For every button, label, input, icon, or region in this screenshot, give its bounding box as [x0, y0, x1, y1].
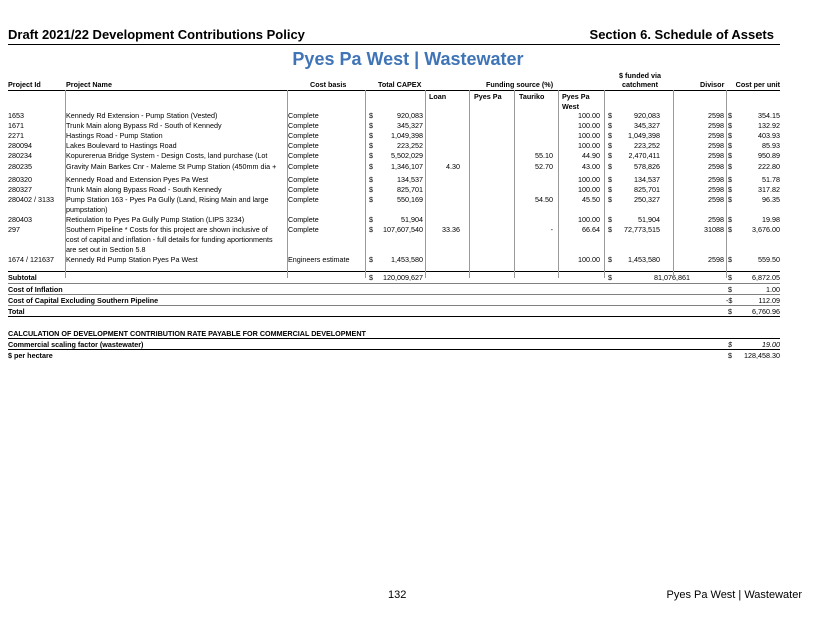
cell-pyes-pa-west: 100.00	[578, 175, 600, 184]
cell-cpu-symbol: $	[728, 175, 732, 184]
header-row-main	[8, 80, 780, 90]
cell-project-id: 280234	[8, 151, 32, 160]
data-rows	[8, 111, 780, 271]
cell-cpu-symbol: $	[728, 215, 732, 224]
cell-cost-per-unit: 222.80	[758, 162, 780, 171]
cell-funded: 345,327	[634, 121, 660, 130]
cell-tauriko: 54.50	[535, 195, 553, 204]
cell-cpu-symbol: $	[728, 225, 732, 234]
cell-pyes-pa-west: 43.00	[582, 162, 600, 171]
cell-total-capex: 550,169	[397, 195, 423, 204]
cell-project-id: 280403	[8, 215, 32, 224]
cell-cost-per-unit: 3,676.00	[752, 225, 780, 234]
cell-project-name: Kennedy Rd Extension - Pump Station (Vested)	[66, 111, 218, 120]
cell-capex-symbol: $	[369, 255, 373, 264]
cell-divisor: 31088	[704, 225, 724, 234]
cell-cost-basis: Complete	[288, 195, 319, 204]
cell-cost-basis: Complete	[288, 185, 319, 194]
page-title: Pyes Pa West | Wastewater	[292, 49, 524, 69]
cell-cpu-symbol: $	[728, 195, 732, 204]
cell-funded: 1,453,580	[628, 255, 660, 264]
document-title: Draft 2021/22 Development Contributions Policy	[8, 27, 305, 42]
cell-pyes-pa-west: 100.00	[578, 111, 600, 120]
table-row	[8, 131, 780, 141]
cell-total-capex: 223,252	[397, 141, 423, 150]
cell-total-capex: 134,537	[397, 175, 423, 184]
cell-capex-symbol: $	[369, 111, 373, 120]
per-hectare-row	[8, 350, 780, 360]
col-funded-via-line2: catchment	[622, 80, 658, 89]
cell-capex-symbol: $	[369, 185, 373, 194]
cell-total-capex: 51,904	[401, 215, 423, 224]
cell-pyes-pa-west: 45.50	[582, 195, 600, 204]
cell-project-id: 280327	[8, 185, 32, 194]
cell-divisor: 2598	[708, 111, 724, 120]
cell-funded-symbol: $	[608, 131, 612, 140]
cell-total-capex: 345,327	[397, 121, 423, 130]
cell-project-id: 1671	[8, 121, 24, 130]
cell-total-capex: 920,083	[397, 111, 423, 120]
cell-project-id: 1674 / 121637	[8, 255, 54, 264]
cell-cost-per-unit: 950.89	[758, 151, 780, 160]
cell-funded: 51,904	[638, 215, 660, 224]
cell-cost-per-unit: 317.82	[758, 185, 780, 194]
subtotal-cpu-symbol: $	[728, 273, 732, 282]
cell-capex-symbol: $	[369, 151, 373, 160]
cell-funded: 223,252	[634, 141, 660, 150]
col-project-name: Project Name	[66, 80, 112, 89]
cell-funded-symbol: $	[608, 225, 612, 234]
cell-project-name: Trunk Main along Bypass Rd - South of Kennedy	[66, 121, 222, 130]
cell-cost-basis: Complete	[288, 151, 319, 160]
cell-project-name: Kopurererua Bridge System - Design Costs, land purchase (Lot	[66, 151, 268, 160]
cell-cost-per-unit: 51.78	[762, 175, 780, 184]
cell-loan: 33.36	[442, 225, 460, 234]
cell-project-name: Gravity Main Barkes Cnr - Maleme St Pump Station (450mm dia +	[66, 162, 277, 171]
column-divider	[726, 90, 727, 278]
column-divider	[673, 90, 674, 278]
cell-funded-symbol: $	[608, 185, 612, 194]
col-project-id: Project Id	[8, 80, 41, 89]
cell-project-id: 280094	[8, 141, 32, 150]
cell-cpu-symbol: $	[728, 131, 732, 140]
cell-cost-per-unit: 19.98	[762, 215, 780, 224]
cell-pyes-pa-west: 44.90	[582, 151, 600, 160]
cell-capex-symbol: $	[369, 141, 373, 150]
cell-project-name: Hastings Road - Pump Station	[66, 131, 163, 140]
scaling-label: Commercial scaling factor (wastewater)	[8, 340, 144, 349]
cell-pyes-pa-west: 66.64	[582, 225, 600, 234]
table-row	[8, 215, 780, 225]
subtotal-funded: 81,076,861	[654, 273, 690, 282]
cell-funded: 920,083	[634, 111, 660, 120]
scaling-value: 19.00	[762, 340, 780, 349]
total-value: 6,760.96	[752, 307, 780, 316]
capital-excl-value: 112.09	[758, 296, 780, 305]
column-divider	[425, 90, 426, 278]
cell-funded: 825,701	[634, 185, 660, 194]
cell-divisor: 2598	[708, 131, 724, 140]
subtotal-label: Subtotal	[8, 273, 37, 282]
cell-cost-per-unit: 354.15	[758, 111, 780, 120]
cell-capex-symbol: $	[369, 162, 373, 171]
cell-loan: 4.30	[446, 162, 460, 171]
subtotal-funded-symbol: $	[608, 273, 612, 282]
cell-funded-symbol: $	[608, 111, 612, 120]
cell-capex-symbol: $	[369, 195, 373, 204]
inflation-label: Cost of Inflation	[8, 285, 63, 294]
cell-project-name: Pump Station 163 - Pyes Pa Gully (Land, Rising Main and large pumpstation)	[66, 195, 269, 215]
cell-cost-basis: Complete	[288, 175, 319, 184]
table-row	[8, 141, 780, 151]
cell-pyes-pa-west: 100.00	[578, 141, 600, 150]
cell-divisor: 2598	[708, 141, 724, 150]
cell-capex-symbol: $	[369, 131, 373, 140]
column-divider	[287, 90, 288, 278]
cell-project-name: Lakes Boulevard to Hastings Road	[66, 141, 177, 150]
cell-project-id: 297	[8, 225, 20, 234]
cell-funded: 2,470,411	[628, 151, 660, 160]
header-row-top	[8, 70, 780, 80]
col-cost-per-unit: Cost per unit	[735, 80, 780, 89]
cell-funded-symbol: $	[608, 195, 612, 204]
cell-pyes-pa-west: 100.00	[578, 131, 600, 140]
cell-project-id: 280320	[8, 175, 32, 184]
column-divider	[514, 90, 515, 278]
calc-heading-row	[8, 328, 780, 339]
cell-project-id: 1653	[8, 111, 24, 120]
cell-tauriko: 55.10	[535, 151, 553, 160]
cell-cost-basis: Complete	[288, 121, 319, 130]
cell-cost-per-unit: 559.50	[758, 255, 780, 264]
capital-excl-row	[8, 294, 780, 305]
cell-divisor: 2598	[708, 185, 724, 194]
total-symbol: $	[728, 307, 732, 316]
cell-tauriko: 52.70	[535, 162, 553, 171]
cell-cost-basis: Complete	[288, 225, 319, 234]
cell-total-capex: 1,049,398	[391, 131, 423, 140]
col-funding-source: Funding source (%)	[486, 80, 554, 89]
cell-funded-symbol: $	[608, 162, 612, 171]
per-hectare-value: 128,458.30	[744, 351, 780, 360]
cell-total-capex: 825,701	[397, 185, 423, 194]
cell-pyes-pa-west: 100.00	[578, 185, 600, 194]
inflation-symbol: $	[728, 285, 732, 294]
per-hectare-label: $ per hectare	[8, 351, 53, 360]
cell-project-name: Kennedy Rd Pump Station Pyes Pa West	[66, 255, 198, 264]
sub-col-pyes-pa-west: Pyes Pa West	[562, 92, 590, 112]
capital-excl-label: Cost of Capital Excluding Southern Pipeline	[8, 296, 159, 305]
subtotal-capex-symbol: $	[369, 273, 373, 282]
column-divider	[469, 90, 470, 278]
cell-cpu-symbol: $	[728, 121, 732, 130]
cell-funded-symbol: $	[608, 151, 612, 160]
cell-funded: 578,826	[634, 162, 660, 171]
cell-total-capex: 1,346,107	[391, 162, 423, 171]
cell-capex-symbol: $	[369, 225, 373, 234]
cell-cpu-symbol: $	[728, 141, 732, 150]
cell-cost-basis: Complete	[288, 111, 319, 120]
cell-funded-symbol: $	[608, 215, 612, 224]
cell-cpu-symbol: $	[728, 162, 732, 171]
cell-funded-symbol: $	[608, 175, 612, 184]
cell-capex-symbol: $	[369, 121, 373, 130]
inflation-value: 1.00	[766, 285, 780, 294]
cell-project-id: 2271	[8, 131, 24, 140]
cell-pyes-pa-west: 100.00	[578, 255, 600, 264]
table-row	[8, 151, 780, 162]
cell-divisor: 2598	[708, 151, 724, 160]
cell-cost-basis: Complete	[288, 131, 319, 140]
table-row	[8, 195, 780, 215]
cell-cpu-symbol: $	[728, 185, 732, 194]
subtotal-row	[8, 271, 780, 283]
column-divider	[558, 90, 559, 278]
cell-capex-symbol: $	[369, 175, 373, 184]
col-total-capex: Total CAPEX	[378, 80, 422, 89]
cell-capex-symbol: $	[369, 215, 373, 224]
cell-funded-symbol: $	[608, 121, 612, 130]
header-rule	[8, 44, 780, 45]
table-row	[8, 162, 780, 175]
column-divider	[604, 90, 605, 278]
cell-divisor: 2598	[708, 255, 724, 264]
col-funded-via-line1: $ funded via	[619, 71, 661, 80]
sub-col-pyes-pa: Pyes Pa	[474, 92, 502, 101]
cell-divisor: 2598	[708, 121, 724, 130]
cell-project-name: Kennedy Road and Extension Pyes Pa West	[66, 175, 209, 184]
cell-tauriko: -	[550, 225, 553, 234]
table-row	[8, 225, 780, 255]
cell-project-name: Trunk Main along Bypass Road - South Kennedy	[66, 185, 222, 194]
cell-cost-basis: Complete	[288, 162, 319, 171]
cell-cpu-symbol: $	[728, 255, 732, 264]
cell-divisor: 2598	[708, 215, 724, 224]
capital-excl-symbol: -$	[726, 296, 733, 305]
cell-project-name: Reticulation to Pyes Pa Gully Pump Station (LIPS 3234)	[66, 215, 245, 224]
total-label: Total	[8, 307, 25, 316]
table-row	[8, 111, 780, 121]
cell-project-id: 280402 / 3133	[8, 195, 54, 204]
footer-section-title: Pyes Pa West | Wastewater	[666, 589, 802, 601]
schedule-table	[8, 70, 780, 360]
cell-cost-per-unit: 96.35	[762, 195, 780, 204]
per-hectare-symbol: $	[728, 351, 732, 360]
inflation-row	[8, 283, 780, 294]
cell-total-capex: 5,502,029	[391, 151, 423, 160]
cell-cost-basis: Complete	[288, 215, 319, 224]
cell-funded-symbol: $	[608, 141, 612, 150]
cell-cost-per-unit: 85.93	[762, 141, 780, 150]
cell-cpu-symbol: $	[728, 151, 732, 160]
table-row	[8, 175, 780, 185]
column-divider	[365, 90, 366, 278]
cell-funded: 1,049,398	[628, 131, 660, 140]
cell-pyes-pa-west: 100.00	[578, 121, 600, 130]
table-row	[8, 121, 780, 131]
cell-divisor: 2598	[708, 162, 724, 171]
cell-divisor: 2598	[708, 195, 724, 204]
cell-total-capex: 107,607,540	[383, 225, 423, 234]
subtotal-capex: 120,009,627	[383, 273, 423, 282]
cell-cost-per-unit: 132.92	[758, 121, 780, 130]
header-row-sub	[8, 90, 780, 111]
table-row	[8, 255, 780, 271]
scaling-symbol: $	[728, 340, 732, 349]
cell-project-id: 280235	[8, 162, 32, 171]
cell-cpu-symbol: $	[728, 111, 732, 120]
cell-cost-basis: Engineers estimate	[288, 255, 350, 264]
cell-total-capex: 1,453,580	[391, 255, 423, 264]
page-number: 132	[388, 589, 407, 601]
table-row	[8, 185, 780, 195]
cell-funded: 250,327	[634, 195, 660, 204]
total-row	[8, 305, 780, 317]
cell-pyes-pa-west: 100.00	[578, 215, 600, 224]
col-divisor: Divisor	[700, 80, 725, 89]
cell-funded-symbol: $	[608, 255, 612, 264]
sub-col-tauriko: Tauriko	[519, 92, 545, 101]
cell-cost-basis: Complete	[288, 141, 319, 150]
sub-col-loan: Loan	[429, 92, 447, 101]
column-divider	[65, 90, 66, 278]
section-title: Section 6. Schedule of Assets	[589, 27, 774, 42]
cell-divisor: 2598	[708, 175, 724, 184]
cell-funded: 72,773,515	[624, 225, 660, 234]
calc-heading: CALCULATION OF DEVELOPMENT CONTRIBUTION RATE PAYABLE FOR COMMERCIAL DEVELOPMENT	[8, 329, 366, 338]
cell-project-name: Southern Pipeline * Costs for this project are shown inclusive of cost of capital and inflation - full details for funding aportionments are set out in Section 5.8	[66, 225, 273, 255]
cell-funded: 134,537	[634, 175, 660, 184]
scaling-row	[8, 339, 780, 350]
col-cost-basis: Cost basis	[310, 80, 347, 89]
cell-cost-per-unit: 403.93	[758, 131, 780, 140]
subtotal-cost-per-unit: 6,872.05	[752, 273, 780, 282]
